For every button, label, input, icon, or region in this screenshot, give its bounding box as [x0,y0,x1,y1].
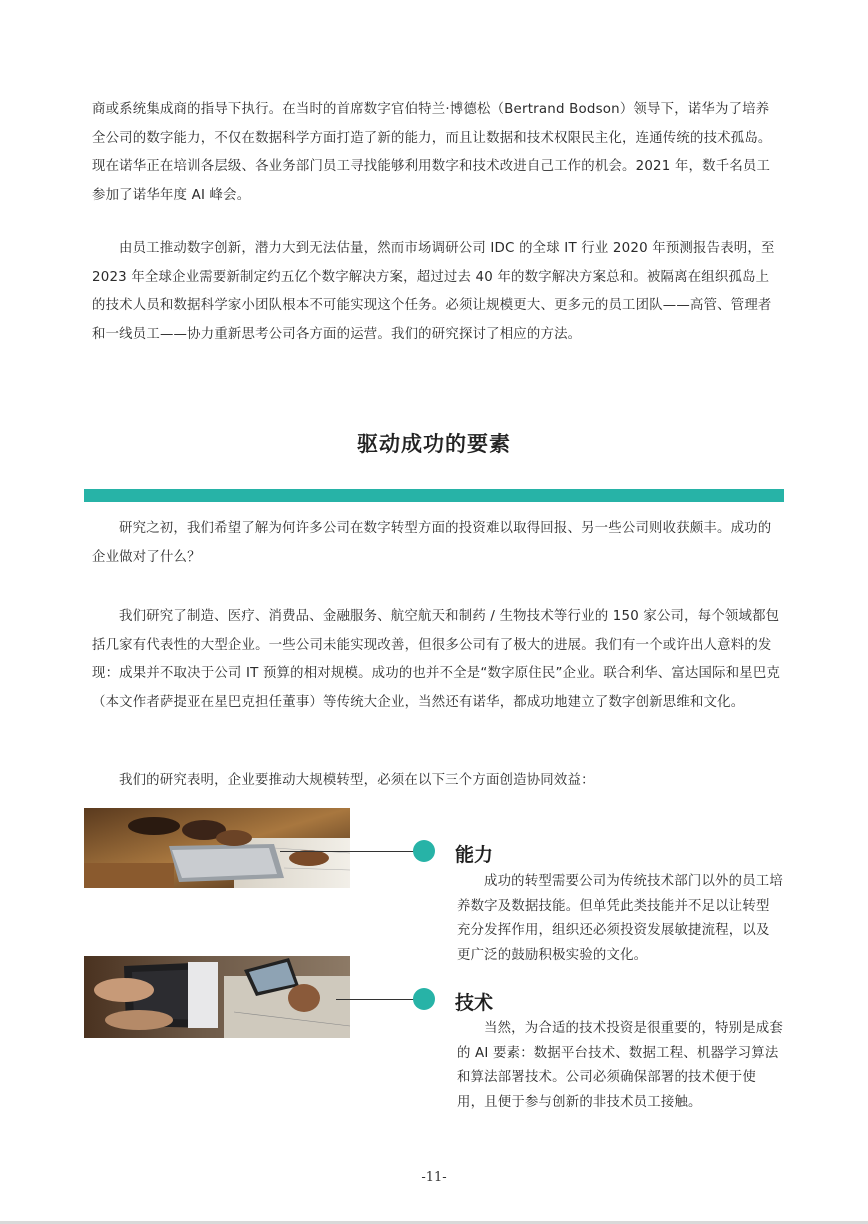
element-body-ability: 成功的转型需要公司为传统技术部门以外的员工培养数字及数据技能。但单凭此类技能并不足以让转型充分发挥作用，组织还必须投资发展敏捷流程，以及更广泛的鼓励积极实验的文化。 [457,874,783,963]
bullet-dot-ability [413,840,435,862]
connector-line-technology [336,999,416,1000]
meeting-laptop-photo [84,808,350,888]
element-title-ability: 能力 [455,844,494,866]
paragraph-three-aspects: 我们的研究表明，企业要推动大规模转型，必须在以下三个方面创造协同效益： [119,773,595,788]
section-divider-bar [84,489,784,502]
laptop-tablet-photo [84,956,350,1038]
section-title: 驱动成功的要素 [357,432,511,456]
element-title-technology: 技术 [455,992,494,1014]
paragraph-research-intro: 研究之初，我们希望了解为何许多公司在数字转型方面的投资难以取得回报、另一些公司则收获颇丰。成功的企业做对了什么？ [92,521,772,565]
paragraph-research-findings: 我们研究了制造、医疗、消费品、金融服务、航空航天和制药 / 生物技术等行业的 150 家公司，每个领域都包括几家有代表性的大型企业。一些公司未能实现改善，但很多公司有了极大的进展。我们有一个或许出人意料的发现：成果并不取决于公司 IT 预算的相对规模。成功的也并不全是“数字原住民”企业。联合利华、富达国际和星巴克（本文作者萨提亚在星巴克担任董事）等传统大企业，当然还有诺华，都成功地建立了数字创新思维和文化。 [92,609,781,710]
bullet-dot-technology [413,988,435,1010]
element-body-technology: 当然，为合适的技术投资是很重要的，特别是成套的 AI 要素：数据平台技术、数据工程、机器学习算法和算法部署技术。公司必须确保部署的技术便于使用，且便于参与创新的非技术员工接触。 [457,1021,783,1110]
paragraph-idc-forecast: 由员工推动数字创新，潜力大到无法估量，然而市场调研公司 IDC 的全球 IT 行业 2020 年预测报告表明，至 2023 年全球企业需要新制定约五亿个数字解决方案，超过过去 40 年的数字解决方案总和。被隔离在组织孤岛上的技术人员和数据科学家小团队根本不可能实现这个任务。必须让规模更大、更多元的员工团队——高管、管理者和一线员工——协力重新思考公司各方面的运营。我们的研究探讨了相应的方法。 [92,241,775,342]
paragraph-novartis-digital: 商或系统集成商的指导下执行。在当时的首席数字官伯特兰·博德松（Bertrand Bodson）领导下，诺华为了培养全公司的数字能力，不仅在数据科学方面打造了新的能力，而且让数据和技术权限民主化，连通传统的技术孤岛。现在诺华正在培训各层级、各业务部门员工寻找能够利用数字和技术改进自己工作的机会。2021 年，数千名员工参加了诺华年度 AI 峰会。 [92,102,772,203]
page-number: -11- [421,1170,447,1185]
connector-line-ability [280,851,417,852]
